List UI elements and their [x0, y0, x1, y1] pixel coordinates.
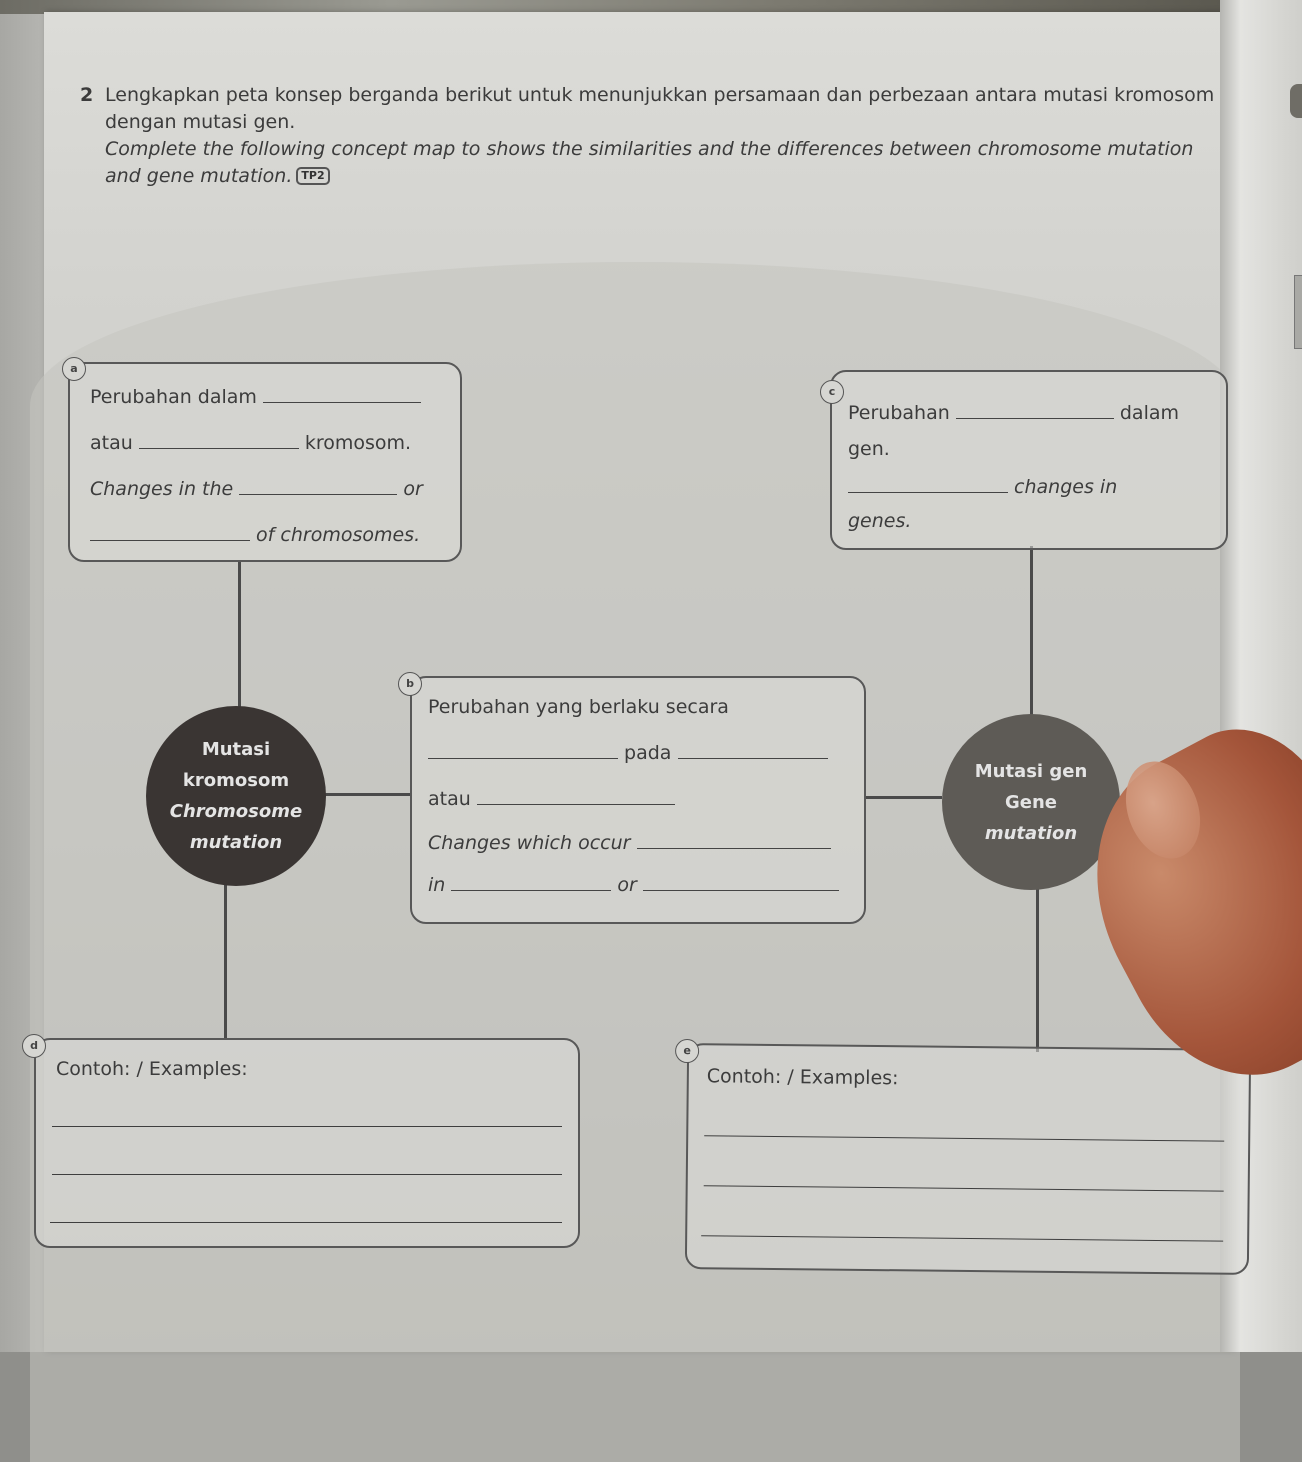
answer-blank-c2[interactable]: [848, 478, 1008, 493]
question-block: [80, 82, 1220, 190]
box-c-gene-definition: c Perubahan dalam gen. changes in genes.: [830, 370, 1228, 550]
answer-line-d1[interactable]: [52, 1126, 562, 1127]
answer-blank-a4[interactable]: [90, 526, 250, 541]
answer-blank-c1[interactable]: [956, 404, 1114, 419]
answer-line-e2[interactable]: [704, 1185, 1224, 1191]
box-d-chromosome-examples: [30, 1038, 580, 1248]
answer-blank-a3[interactable]: [239, 480, 397, 495]
answer-blank-b3[interactable]: [477, 790, 675, 805]
node-gene-mutation: Mutasi gen Gene mutation: [942, 714, 1120, 890]
connector-c-to-gene: [1030, 546, 1033, 718]
answer-blank-a1[interactable]: [263, 388, 421, 403]
label-badge-d: d: [22, 1034, 46, 1058]
label-badge-b: b: [398, 672, 422, 696]
answer-blank-a2[interactable]: [139, 434, 299, 449]
label-badge-c: c: [820, 380, 844, 404]
answer-blank-b1[interactable]: [428, 744, 618, 759]
answer-line-d2[interactable]: [52, 1174, 562, 1175]
page-tab: [1290, 84, 1302, 118]
node-chromosome-mutation: Mutasi kromosom Chromosome mutation: [146, 706, 326, 886]
answer-line-e3[interactable]: [701, 1235, 1223, 1241]
connector-a-to-chromosome: [238, 560, 241, 708]
label-badge-a: a: [62, 357, 86, 381]
examples-heading-e: Contoh: / Examples:: [706, 1065, 899, 1090]
box-e-gene-examples: [685, 1043, 1251, 1275]
page-margin-box: [1294, 275, 1302, 349]
connector-b-to-gene: [866, 796, 942, 799]
answer-line-e1[interactable]: [704, 1135, 1224, 1141]
answer-line-d3[interactable]: [50, 1222, 562, 1223]
label-badge-e: e: [675, 1039, 699, 1063]
connector-chromosome-to-b: [318, 793, 410, 796]
question-text-english: Complete the following concept map to shows the similarities and the differences between chromosome mutation and gene mutation. TP2: [105, 138, 1194, 187]
question-number: 2: [80, 84, 94, 106]
box-a-chromosome-definition: a Perubahan dalam atau kromosom. Changes in the or of chromosomes.: [68, 362, 462, 562]
connector-chromosome-to-d: [224, 880, 227, 1038]
examples-heading-d: Contoh: / Examples:: [56, 1058, 248, 1080]
answer-blank-b2[interactable]: [678, 744, 828, 759]
answer-blank-b4[interactable]: [637, 834, 831, 849]
answer-blank-b5[interactable]: [451, 876, 611, 891]
question-text-malay: Lengkapkan peta konsep berganda berikut untuk menunjukkan persamaan dan perbezaan antara mutasi kromosom dengan mutasi gen.: [105, 84, 1215, 133]
connector-gene-to-e: [1036, 888, 1039, 1052]
box-b-similarity: b Perubahan yang berlaku secara pada atau Changes which occur in or: [410, 676, 866, 924]
tp-level-badge: TP2: [296, 167, 329, 185]
answer-blank-b6[interactable]: [643, 876, 839, 891]
